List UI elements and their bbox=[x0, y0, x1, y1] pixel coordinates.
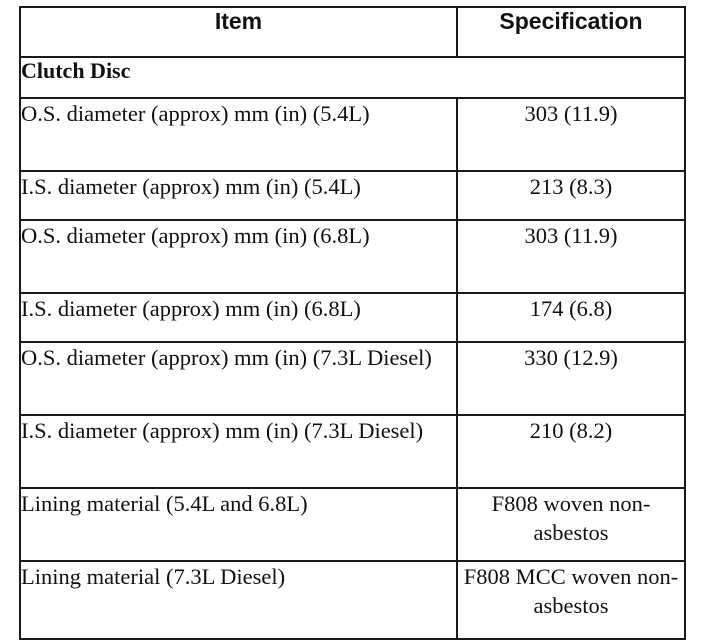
table-row bbox=[20, 415, 685, 488]
table-row bbox=[20, 293, 685, 342]
spec-cell: 213 (8.3) bbox=[457, 171, 685, 220]
spec-cell: 210 (8.2) bbox=[457, 415, 685, 488]
item-cell: O.S. diameter (approx) mm (in) (5.4L) bbox=[20, 98, 457, 171]
table-row bbox=[20, 342, 685, 415]
spec-cell: 174 (6.8) bbox=[457, 293, 685, 342]
table-row bbox=[20, 98, 685, 171]
item-cell: Lining material (7.3L Diesel) bbox=[20, 561, 457, 639]
column-header-specification: Specification bbox=[457, 7, 685, 57]
table-row bbox=[20, 171, 685, 220]
table-row bbox=[20, 220, 685, 293]
table-row bbox=[20, 561, 685, 639]
item-cell: O.S. diameter (approx) mm (in) (7.3L Diesel) bbox=[20, 342, 457, 415]
spec-cell: 303 (11.9) bbox=[457, 98, 685, 171]
spec-cell: 330 (12.9) bbox=[457, 342, 685, 415]
spec-cell: 303 (11.9) bbox=[457, 220, 685, 293]
item-cell: I.S. diameter (approx) mm (in) (5.4L) bbox=[20, 171, 457, 220]
item-cell: I.S. diameter (approx) mm (in) (6.8L) bbox=[20, 293, 457, 342]
clutch-spec-table bbox=[19, 6, 686, 640]
item-cell: Lining material (5.4L and 6.8L) bbox=[20, 488, 457, 561]
item-cell: I.S. diameter (approx) mm (in) (7.3L Diesel) bbox=[20, 415, 457, 488]
header-row bbox=[20, 7, 685, 57]
section-row bbox=[20, 57, 685, 98]
table-row bbox=[20, 488, 685, 561]
spec-cell: F808 woven non-asbestos bbox=[457, 488, 685, 561]
section-title: Clutch Disc bbox=[20, 57, 685, 98]
column-header-item: Item bbox=[20, 7, 457, 57]
spec-cell: F808 MCC woven non-asbestos bbox=[457, 561, 685, 639]
item-cell: O.S. diameter (approx) mm (in) (6.8L) bbox=[20, 220, 457, 293]
